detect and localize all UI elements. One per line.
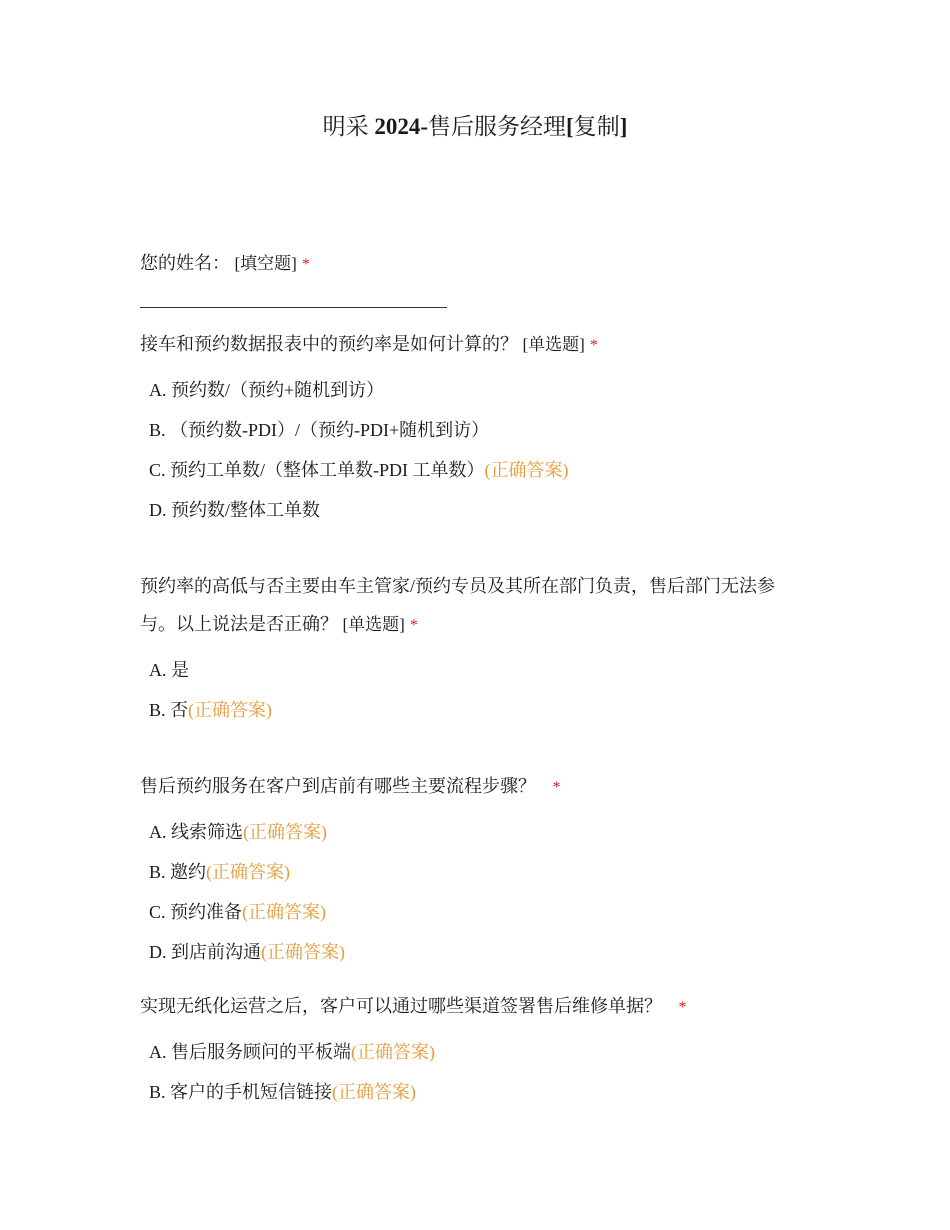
correct-answer-mark: (正确答案): [242, 902, 327, 922]
option-label: C. 预约准备: [149, 902, 243, 922]
option-q3-a[interactable]: [149, 655, 189, 685]
correct-answer-mark: (正确答案): [484, 460, 569, 480]
required-mark: *: [409, 617, 418, 634]
question-type: [填空题]: [234, 254, 297, 273]
question-type: [单选题]: [522, 335, 585, 354]
option-label: B. 否: [149, 700, 189, 720]
question-text: 实现无纸化运营之后，客户可以通过哪些渠道签署售后维修单据？: [140, 996, 662, 1016]
name-answer-line[interactable]: [140, 307, 447, 308]
title-bracket-close: ]: [619, 114, 628, 139]
option-label: A. 预约数/（预约+随机到访）: [149, 380, 385, 400]
question-type: [单选题]: [342, 615, 405, 634]
question-4: [140, 767, 810, 807]
option-q4-b[interactable]: [149, 857, 290, 887]
title-prefix: 明采: [322, 114, 375, 139]
question-2: [140, 325, 810, 365]
title-bracket-open: [: [566, 114, 574, 139]
correct-answer-mark: (正确答案): [243, 822, 327, 842]
option-q4-c[interactable]: [149, 897, 326, 927]
correct-answer-mark: (正确答案): [206, 862, 291, 882]
option-label: D. 到店前沟通: [149, 942, 261, 962]
required-mark: *: [589, 337, 598, 354]
option-label: D. 预约数/整体工单数: [149, 500, 320, 520]
title-main: 售后服务经理: [428, 114, 567, 139]
question-3: [140, 567, 810, 645]
correct-answer-mark: (正确答案): [188, 700, 273, 720]
option-q2-b[interactable]: [149, 415, 489, 445]
option-q3-b[interactable]: [149, 695, 272, 725]
required-mark: *: [301, 256, 310, 273]
page-title: [0, 110, 950, 144]
title-year: 2024-: [374, 114, 429, 139]
option-label: B. 邀约: [149, 862, 207, 882]
option-label: A. 是: [149, 660, 189, 680]
option-q2-c[interactable]: [149, 455, 569, 485]
question-text: 接车和预约数据报表中的预约率是如何计算的？: [140, 334, 518, 354]
question-5: [140, 987, 810, 1027]
option-label: A. 售后服务顾问的平板端: [149, 1042, 351, 1062]
correct-answer-mark: (正确答案): [261, 942, 345, 962]
option-q2-d[interactable]: [149, 495, 320, 525]
option-label: A. 线索筛选: [149, 822, 243, 842]
required-mark: *: [678, 999, 687, 1016]
option-label: B. 客户的手机短信链接: [149, 1082, 333, 1102]
title-copy: 复制: [573, 114, 620, 139]
option-q4-a[interactable]: [149, 817, 327, 847]
option-q5-a[interactable]: [149, 1037, 435, 1067]
required-mark: *: [552, 779, 561, 796]
correct-answer-mark: (正确答案): [332, 1082, 417, 1102]
option-q2-a[interactable]: [149, 375, 384, 405]
correct-answer-mark: (正确答案): [351, 1042, 435, 1062]
question-text: 您的姓名：: [140, 253, 230, 273]
question-text: 预约率的高低与否主要由车主管家/预约专员及其所在部门负责，售后部门无法参与。以上说法是否正确？: [140, 576, 775, 634]
option-q4-d[interactable]: [149, 937, 345, 967]
question-text: 售后预约服务在客户到店前有哪些主要流程步骤？: [140, 776, 536, 796]
option-label: C. 预约工单数/（整体工单数-PDI 工单数）: [149, 460, 485, 480]
question-1: [140, 244, 810, 284]
option-q5-b[interactable]: [149, 1077, 416, 1107]
option-label: B. （预约数-PDI）/（预约-PDI+随机到访）: [149, 420, 490, 440]
